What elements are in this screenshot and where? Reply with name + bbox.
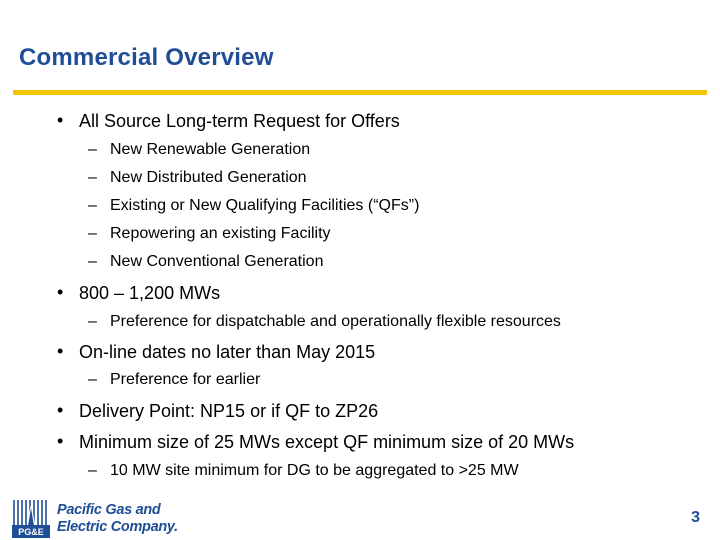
bullet-marker: • xyxy=(57,341,64,361)
dash-marker: – xyxy=(88,141,97,158)
dash-marker: – xyxy=(88,169,97,186)
sub-bullet-text: 10 MW site minimum for DG to be aggregated to >25 MW xyxy=(110,462,519,479)
bullet-text: Delivery Point: NP15 or if QF to ZP26 xyxy=(79,401,379,421)
dash-marker: – xyxy=(88,197,97,214)
bullet-text: On-line dates no later than May 2015 xyxy=(79,342,376,362)
sub-bullet-text: Existing or New Qualifying Facilities (“QFs”) xyxy=(110,197,420,214)
sub-bullet-text: Preference for earlier xyxy=(110,371,261,388)
sub-bullet-text: Preference for dispatchable and operationally flexible resources xyxy=(110,313,561,330)
company-name-line2: Electric Company. xyxy=(57,519,178,535)
dash-marker: – xyxy=(88,225,97,242)
bullet-marker: • xyxy=(57,431,64,451)
bullet-marker: • xyxy=(57,282,64,302)
svg-text:PG&E: PG&E xyxy=(18,527,44,537)
bullet-text: 800 – 1,200 MWs xyxy=(79,283,221,303)
sub-bullet-text: New Distributed Generation xyxy=(110,169,307,186)
dash-marker: – xyxy=(88,253,97,270)
slide-title: Commercial Overview xyxy=(19,44,274,71)
company-name-line1: Pacific Gas and xyxy=(57,502,161,518)
bullet-marker: • xyxy=(57,400,64,420)
bullet-text: All Source Long-term Request for Offers xyxy=(79,111,400,131)
sub-bullet-text: New Renewable Generation xyxy=(110,141,311,158)
sub-bullet-text: New Conventional Generation xyxy=(110,253,324,270)
bullet-text: Minimum size of 25 MWs except QF minimum size of 20 MWs xyxy=(79,432,575,452)
bullet-marker: • xyxy=(57,110,64,130)
sub-bullet-text: Repowering an existing Facility xyxy=(110,225,331,242)
company-logo xyxy=(11,498,176,540)
dash-marker: – xyxy=(88,371,97,388)
dash-marker: – xyxy=(88,313,97,330)
company-name xyxy=(57,502,178,536)
pge-logo-icon xyxy=(11,498,51,540)
page-number: 3 xyxy=(691,509,700,526)
dash-marker: – xyxy=(88,462,97,479)
